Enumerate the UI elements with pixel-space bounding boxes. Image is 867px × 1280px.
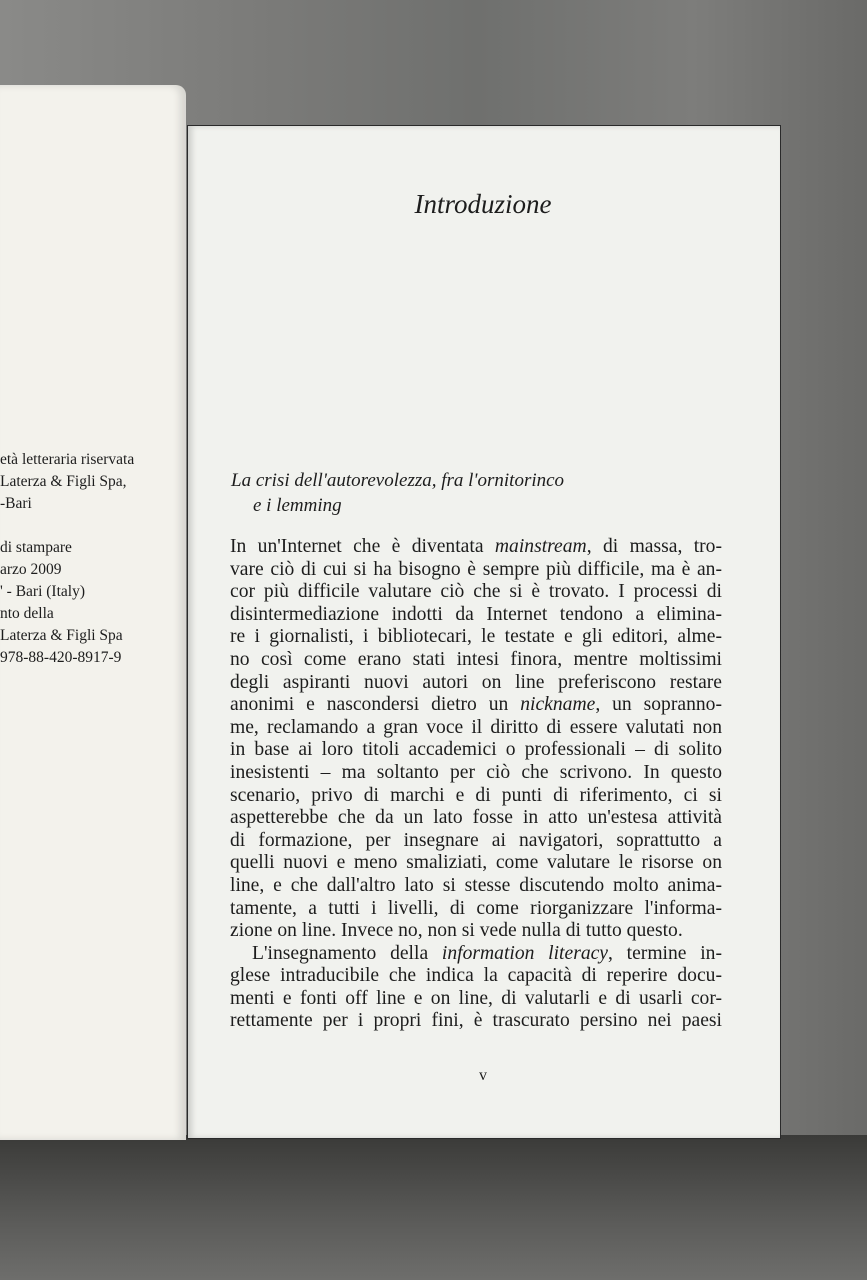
text-run: scenario, privo di marchi e di punti di riferimento, ci si (230, 784, 722, 806)
body-line (230, 762, 722, 785)
text-run: vare ciò di cui si ha bisogno è sempre più difficile, ma è an- (230, 558, 722, 580)
colophon (0, 449, 186, 669)
body-line (230, 988, 722, 1011)
body-line (230, 694, 722, 717)
text-run: zione on line. Invece no, non si vede nulla di tutto questo. (230, 920, 683, 942)
text-run: glese intraducibile che indica la capacità di reperire docu- (230, 965, 722, 987)
body-line (230, 965, 722, 988)
text-run: quelli nuovi e meno smaliziati, come valutare le risorse on (230, 852, 722, 874)
body-line (230, 626, 722, 649)
text-run: in base ai loro titoli accademici o professionali – di solito (230, 739, 722, 761)
body-line (230, 920, 722, 943)
body-line (230, 830, 722, 853)
text-run: inesistenti – ma soltanto per ciò che scrivono. In questo (230, 761, 722, 783)
colophon-line: arzo 2009 (0, 561, 62, 578)
body-line (230, 898, 722, 921)
text-run: line, e che dall'altro lato si stesse discutendo molto anima- (230, 874, 722, 896)
section-heading-line: e i lemming (253, 495, 342, 516)
colophon-line: età letteraria riservata (0, 451, 135, 468)
text-run: , termine in- (608, 942, 723, 964)
text-run: L'insegnamento della (252, 942, 442, 964)
text-run: re i giornalisti, i bibliotecari, le testate e gli editori, alme- (230, 626, 722, 648)
page-number: v (479, 1067, 487, 1084)
body-line (230, 559, 722, 582)
colophon-line: Laterza & Figli Spa, (0, 473, 127, 490)
text-run: , un sopranno- (595, 694, 722, 716)
text-run: , di massa, tro- (586, 536, 722, 557)
italic-term: nickname (520, 694, 596, 716)
body-line (230, 875, 722, 898)
text-run: disintermediazione indotti da Internet tendono a elimina- (230, 603, 722, 625)
text-run: In un'Internet che è diventata (230, 536, 495, 557)
body-line (230, 1010, 722, 1033)
colophon-line: -Bari (0, 495, 32, 512)
text-run: degli aspiranti nuovi autori on line preferiscono restare (230, 671, 722, 693)
italic-term: mainstream (494, 536, 587, 557)
colophon-gap (0, 515, 186, 537)
colophon-line: di stampare (0, 539, 72, 556)
italic-term: information literacy (441, 942, 609, 964)
text-run: no così come erano stati intesi finora, mentre moltissimi (230, 648, 722, 670)
text-run: menti e fonti off line e on line, di valutarli e di usarli cor- (230, 987, 722, 1009)
chapter-title: Introduzione (414, 189, 552, 219)
body-line (230, 581, 722, 604)
section-heading-line: La crisi dell'autorevolezza, fra l'ornitorinco (231, 470, 565, 491)
body-line (230, 604, 722, 627)
text-run: anonimi e nascondersi dietro un (230, 694, 521, 716)
body-line (230, 649, 722, 672)
text-run: cor più difficile valutare ciò che si è trovato. I processi di (230, 581, 722, 603)
body-line (230, 536, 722, 559)
colophon-line: nto della (0, 605, 54, 622)
body-line (230, 852, 722, 875)
text-run: di formazione, per insegnare ai navigatori, soprattutto a (230, 829, 722, 851)
body-line (230, 717, 722, 740)
body-line (230, 739, 722, 762)
colophon-line: ' - Bari (Italy) (0, 583, 85, 600)
section-heading (231, 468, 564, 518)
text-run: rettamente per i propri fini, è trascurato persino nei paesi (230, 1010, 722, 1032)
body-line (230, 807, 722, 830)
colophon-line: 978-88-420-8917-9 (0, 649, 122, 666)
text-run: aspetterebbe che da un lato fosse in atto un'estesa attività (230, 807, 722, 829)
body-text (230, 536, 722, 1033)
body-line (230, 672, 722, 695)
table-shadow (0, 1135, 867, 1280)
text-run: me, reclamando a gran voce il diritto di essere valutati non (230, 716, 722, 738)
text-run: tamente, a tutti i livelli, di come riorganizzare l'informa- (230, 897, 722, 919)
body-line (230, 785, 722, 808)
colophon-line: Laterza & Figli Spa (0, 627, 123, 644)
body-line (230, 943, 722, 966)
